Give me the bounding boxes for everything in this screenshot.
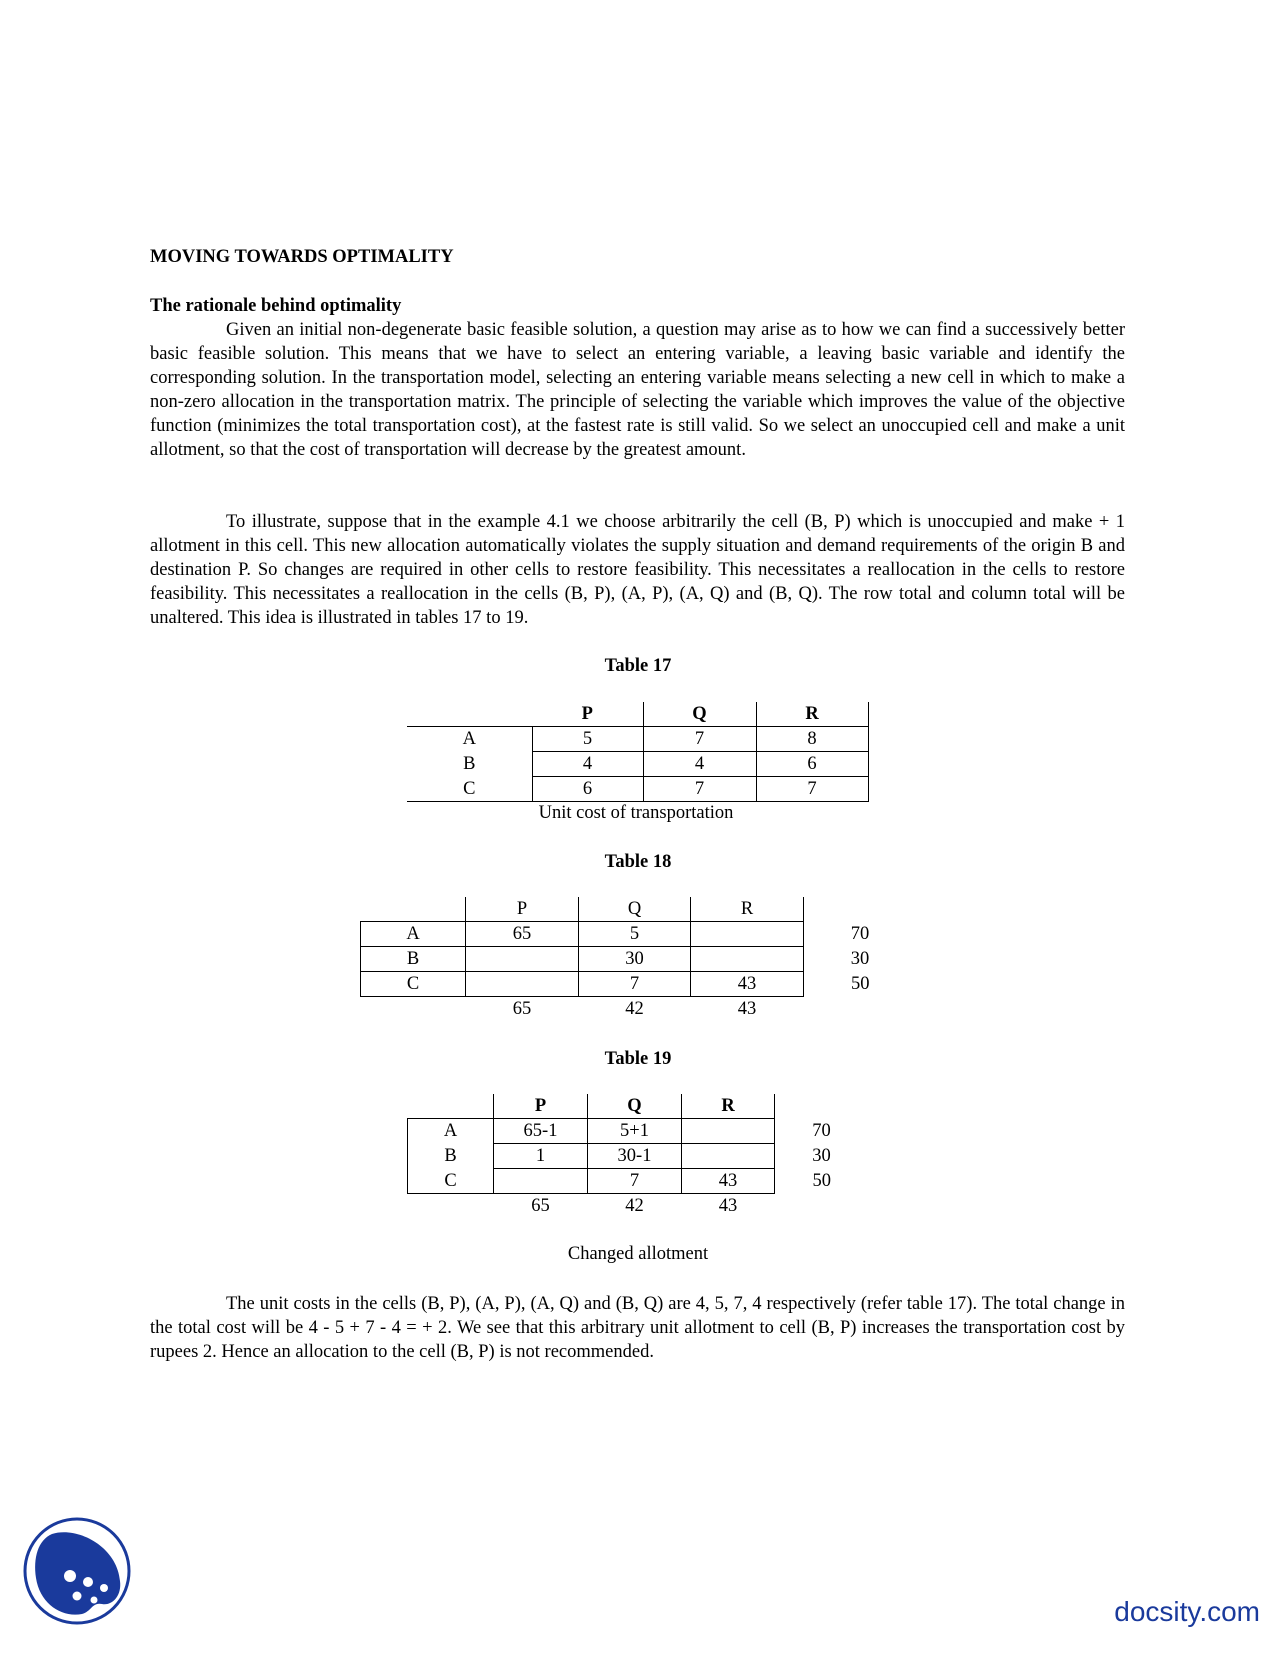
table17-cell: 7 xyxy=(643,727,756,752)
table18-header-row xyxy=(361,897,917,922)
table19-header-row xyxy=(408,1094,869,1119)
section-heading: MOVING TOWARDS OPTIMALITY xyxy=(150,247,454,267)
table-row xyxy=(407,777,868,802)
table19-row-label: A xyxy=(408,1119,494,1144)
table18-cell: 43 xyxy=(691,972,804,997)
table18 xyxy=(360,897,917,1021)
table19-cell: 7 xyxy=(588,1169,682,1194)
table17-cell: 7 xyxy=(756,777,868,802)
table19-cell: 30-1 xyxy=(588,1144,682,1169)
table19-col-header: P xyxy=(494,1094,588,1119)
table18-cell xyxy=(466,947,579,972)
table17-row-label: B xyxy=(407,752,532,777)
table-row xyxy=(407,727,868,752)
table17-cell: 5 xyxy=(532,727,643,752)
table18-supply: 70 xyxy=(850,924,870,944)
table17-cell: 6 xyxy=(756,752,868,777)
docsity-brand-link[interactable]: docsity.com xyxy=(1114,1596,1260,1627)
table18-col-header: Q xyxy=(579,897,691,922)
table19-row-label: C xyxy=(408,1169,494,1194)
table19-row-label: B xyxy=(408,1144,494,1169)
table17-col-header: R xyxy=(756,702,868,727)
table17-title: Table 17 xyxy=(604,656,672,676)
table17-cell: 8 xyxy=(756,727,868,752)
table17-header-row xyxy=(407,702,868,727)
table19-demand-row xyxy=(408,1194,869,1219)
table17-caption: Unit cost of transportation xyxy=(538,803,734,823)
table18-supply: 30 xyxy=(850,949,870,969)
table18-row-label: B xyxy=(361,947,466,972)
table17 xyxy=(407,702,869,802)
table18-row-label: A xyxy=(361,922,466,947)
table-row xyxy=(361,947,917,972)
table19-demand: 65 xyxy=(531,1196,550,1216)
table19-supply: 30 xyxy=(812,1146,831,1166)
table19-cell: 1 xyxy=(494,1144,588,1169)
table19-cell xyxy=(682,1119,775,1144)
table17-cell: 7 xyxy=(643,777,756,802)
table18-demand: 65 xyxy=(512,999,532,1019)
table17-row-label: A xyxy=(407,727,532,752)
table18-row-label: C xyxy=(361,972,466,997)
table18-col-header: R xyxy=(691,897,804,922)
table19-col-header: R xyxy=(682,1094,775,1119)
table-row xyxy=(361,972,917,997)
subsection-heading: The rationale behind optimality xyxy=(150,296,402,316)
paragraph-illustration: To illustrate, suppose that in the example 4.1 we choose arbitrarily the cell (B, P) which is unoccupied and make + 1 allotment in this cell. This new allocation automatically violates the supply situation and demand requirements of the origin B and destination P. So changes are required in other cells to restore feasibility. This necessitates a reallocation in the cells to restore feasibility. This necessitates a reallocation in the cells (B, P), (A, P), (A, Q) and (B, Q). The row total and column total will be unaltered. This idea is illustrated in tables 17 to 19. xyxy=(150,512,1125,628)
table19-col-header: Q xyxy=(588,1094,682,1119)
paragraph-rationale: Given an initial non-degenerate basic feasible solution, a question may arise as to how we can find a successively better basic feasible solution. This means that we have to select an entering variable, a leaving basic variable and identify the corresponding solution. In the transportation model, selecting an entering variable means selecting a new cell in which to make a non-zero allocation in the transportation matrix. The principle of selecting the variable which improves the value of the objective function (minimizes the total transportation cost), at the fastest rate is still valid. So we select an unoccupied cell and make a unit allotment, so that the cost of transportation will decrease by the greatest amount. xyxy=(150,320,1125,460)
table19-cell xyxy=(682,1144,775,1169)
table17-row-label: C xyxy=(407,777,532,802)
table19-title: Table 19 xyxy=(604,1049,672,1069)
table17-cell: 4 xyxy=(532,752,643,777)
table19-demand: 42 xyxy=(625,1196,644,1216)
paragraph-conclusion: The unit costs in the cells (B, P), (A, P), (A, Q) and (B, Q) are 4, 5, 7, 4 respectively (refer table 17). The total change in the total cost will be 4 - 5 + 7 - 4 = + 2. We see that this arbitrary unit allotment to cell (B, P) increases the transportation cost by rupees 2. Hence an allocation to the cell (B, P) is not recommended. xyxy=(150,1294,1125,1362)
table17-col-header: P xyxy=(532,702,643,727)
table-row xyxy=(361,922,917,947)
table-row xyxy=(408,1169,869,1194)
table19-cell xyxy=(494,1169,588,1194)
table19 xyxy=(407,1094,869,1218)
table18-col-header: P xyxy=(466,897,579,922)
table19-caption: Changed allotment xyxy=(567,1244,709,1264)
table18-supply: 50 xyxy=(851,974,870,994)
table18-demand: 42 xyxy=(625,999,644,1019)
table19-cell: 43 xyxy=(682,1169,775,1194)
table-row xyxy=(408,1144,869,1169)
table18-cell: 30 xyxy=(579,947,691,972)
table18-cell xyxy=(691,947,804,972)
table18-cell: 5 xyxy=(579,922,691,947)
table17-cell: 6 xyxy=(532,777,643,802)
table17-col-header: Q xyxy=(643,702,756,727)
table-row xyxy=(408,1119,869,1144)
table-row xyxy=(407,752,868,777)
table18-cell xyxy=(466,972,579,997)
table18-cell xyxy=(691,922,804,947)
table19-supply: 70 xyxy=(812,1121,831,1141)
table19-cell: 5+1 xyxy=(588,1119,682,1144)
table19-demand: 43 xyxy=(718,1196,738,1216)
table19-supply: 50 xyxy=(812,1171,831,1191)
table19-cell: 65-1 xyxy=(494,1119,588,1144)
table17-cell: 4 xyxy=(643,752,756,777)
table18-cell: 7 xyxy=(579,972,691,997)
table18-demand-row xyxy=(361,997,917,1022)
table18-title: Table 18 xyxy=(604,852,672,872)
docsity-logo-icon xyxy=(22,1516,132,1626)
table18-cell: 65 xyxy=(466,922,579,947)
table18-demand: 43 xyxy=(737,999,757,1019)
